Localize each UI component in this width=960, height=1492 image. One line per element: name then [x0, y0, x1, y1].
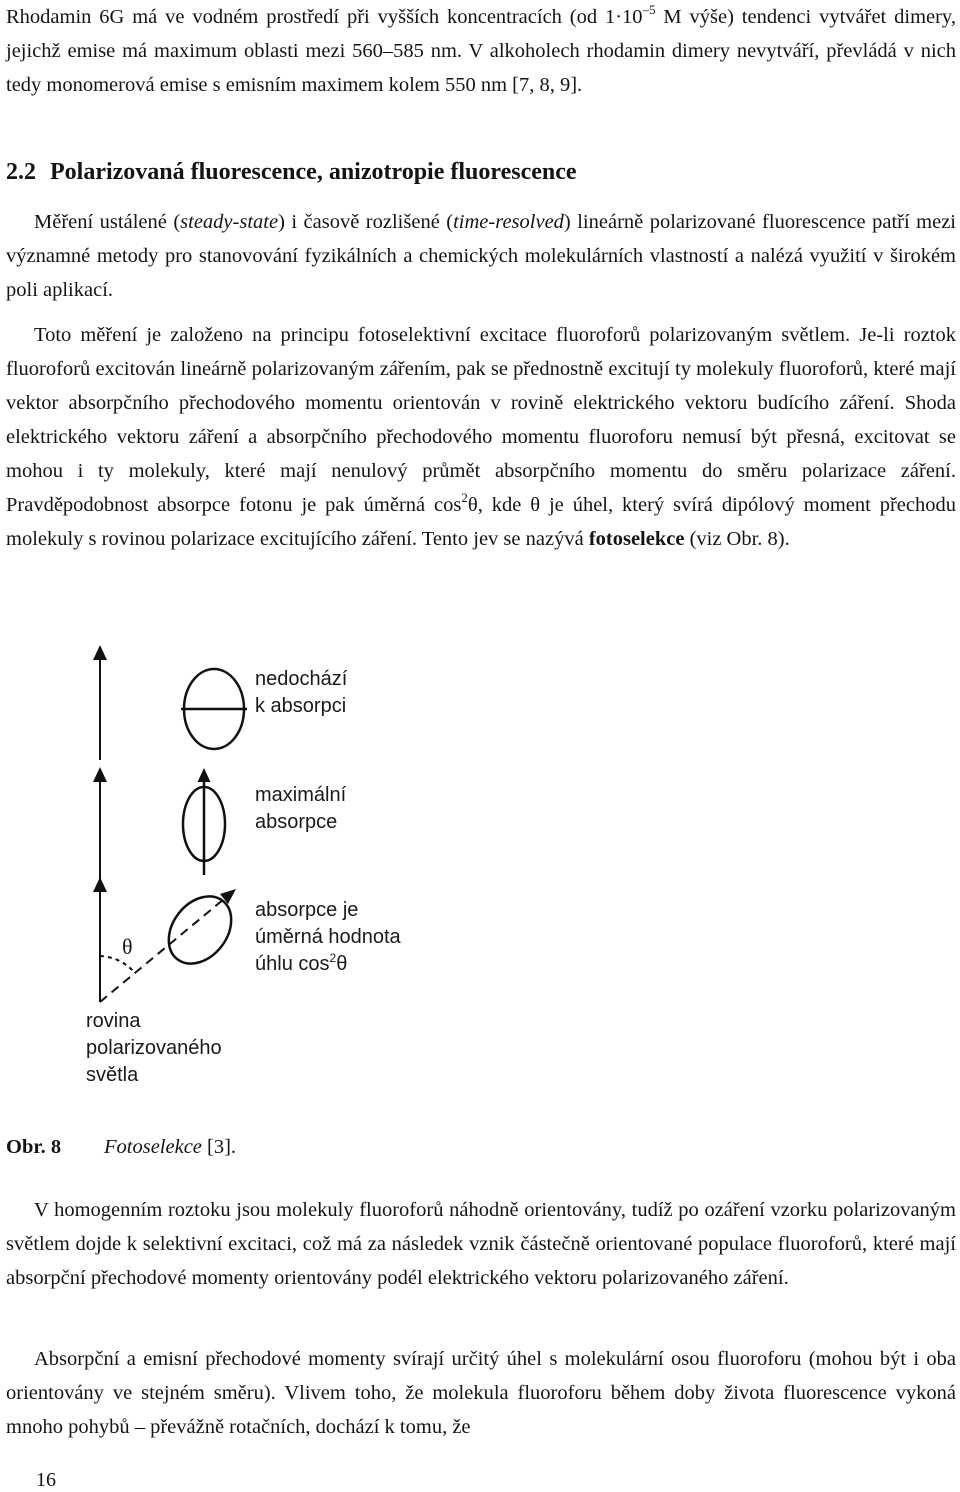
molecule-parallel [183, 768, 225, 875]
polarization-arrow [93, 877, 107, 1002]
label-line: absorpce [255, 811, 338, 833]
intro-text: Rhodamin 6G má ve vodném prostředí při vyšších koncentracích (od 1·10 [6, 6, 643, 28]
caption-number: Obr. 8 [6, 1136, 62, 1158]
term-time-resolved: time-resolved [453, 211, 564, 233]
label-text: θ [336, 953, 348, 975]
figure-caption [6, 1132, 906, 1162]
text: Toto měření je založeno na principu fotoselektivní excitace fluoroforů polarizovaným světlem. Je-li roztok fluoroforů excitován lineárně polarizovaným zářením, pak se přednostně excitují ty molekuly fluoroforů, které mají vektor absorpčního přechodového momentu orientován v rovině elektrického vektoru budícího záření. Shoda elektrického vektoru záření a absorpčního přechodového momentu fluoroforu nemusí být přesná, excitovat se mohou i ty molekuly, které mají nenulový průmět absorpčního momentu do směru polarizace záření. Pravděpodobnost absorpce fotonu je pak úměrná cos [6, 324, 956, 516]
caption-reference: [3]. [201, 1136, 237, 1158]
polarization-arrow [93, 767, 107, 880]
section-number: 2.2 [6, 159, 36, 185]
theta-symbol: θ [122, 934, 133, 959]
text: Absorpční a emisní přechodové momenty svírají určitý úhel s molekulární osou fluoroforu (mohou být i oba orientovány ve stejném směru). Vlivem toho, že molekula fluoroforu během doby života fluorescence vykoná mnoho pohybů – převážně rotačních, dochází k tomu, že [6, 1348, 956, 1438]
photoselection-figure [60, 632, 480, 1102]
label-line [255, 951, 401, 978]
term-steady-state: steady-state [180, 211, 279, 233]
caption-title: Fotoselekce [104, 1136, 202, 1158]
label-line: k absorpci [255, 695, 347, 717]
label-polarization-plane [86, 1008, 222, 1089]
text: V homogenním roztoku jsou molekuly fluoroforů náhodně orientovány, tudíž po ozáření vzorku polarizovaným světlem dojde k selektivní excitaci, což má za následek vznik částečně orientované populace fluoroforů, které mají absorpční přechodové momenty orientovány podél elektrického vektoru polarizovaného záření. [6, 1199, 956, 1289]
polarization-arrow [93, 645, 107, 760]
text: ) lineárně polarizované fluorescence patří mezi významné metody pro stanovování fyzikálních a chemických molekulárních vlastností a nalézá využití v širokém poli aplikací. [6, 211, 956, 301]
text: θ, kde θ je úhel, který svírá dipólový moment přechodu molekuly s rovinou polarizace excitujícího záření. Tento jev se nazývá [6, 494, 956, 550]
label-no-absorption [255, 666, 347, 720]
label-line: polarizovaného [86, 1037, 222, 1059]
label-line: absorpce je [255, 899, 359, 921]
label-line: světla [86, 1064, 139, 1086]
paragraph-homogeneous-solution [6, 1193, 956, 1295]
exponent: –5 [642, 2, 656, 17]
page-number: 16 [36, 1469, 56, 1491]
text: (viz Obr. 8). [684, 528, 790, 550]
label-max-absorption [255, 782, 346, 836]
intro-text-cont: M výše) tendenci vytvářet dimery, jejichž emise má maximum oblasti mezi 560–585 nm. V alkoholech rhodamin dimery nevytváří, převládá v nich tedy monomerová emise s emisním maximem kolem 550 nm [7, 8, 9]. [6, 6, 956, 96]
paragraph-measurement [6, 205, 956, 307]
label-line: úměrná hodnota [255, 926, 401, 948]
section-title: Polarizovaná fluorescence, anizotropie fluorescence [50, 159, 577, 185]
label-text: úhlu cos [255, 953, 330, 975]
exponent: 2 [461, 490, 468, 505]
term-fotoselekce: fotoselekce [588, 528, 685, 550]
intro-paragraph [6, 0, 956, 102]
label-proportional-absorption [255, 897, 401, 978]
molecule-perpendicular [181, 669, 247, 749]
section-heading [6, 155, 956, 189]
text: Měření ustálené ( [34, 211, 181, 233]
exponent: 2 [329, 951, 337, 965]
label-line: maximální [255, 784, 347, 806]
paragraph-photoselection [6, 318, 956, 556]
label-line: nedochází [255, 668, 348, 690]
label-line: rovina [86, 1010, 141, 1032]
paragraph-transition-moments [6, 1342, 956, 1444]
text: ) i časově rozlišené ( [278, 211, 454, 233]
